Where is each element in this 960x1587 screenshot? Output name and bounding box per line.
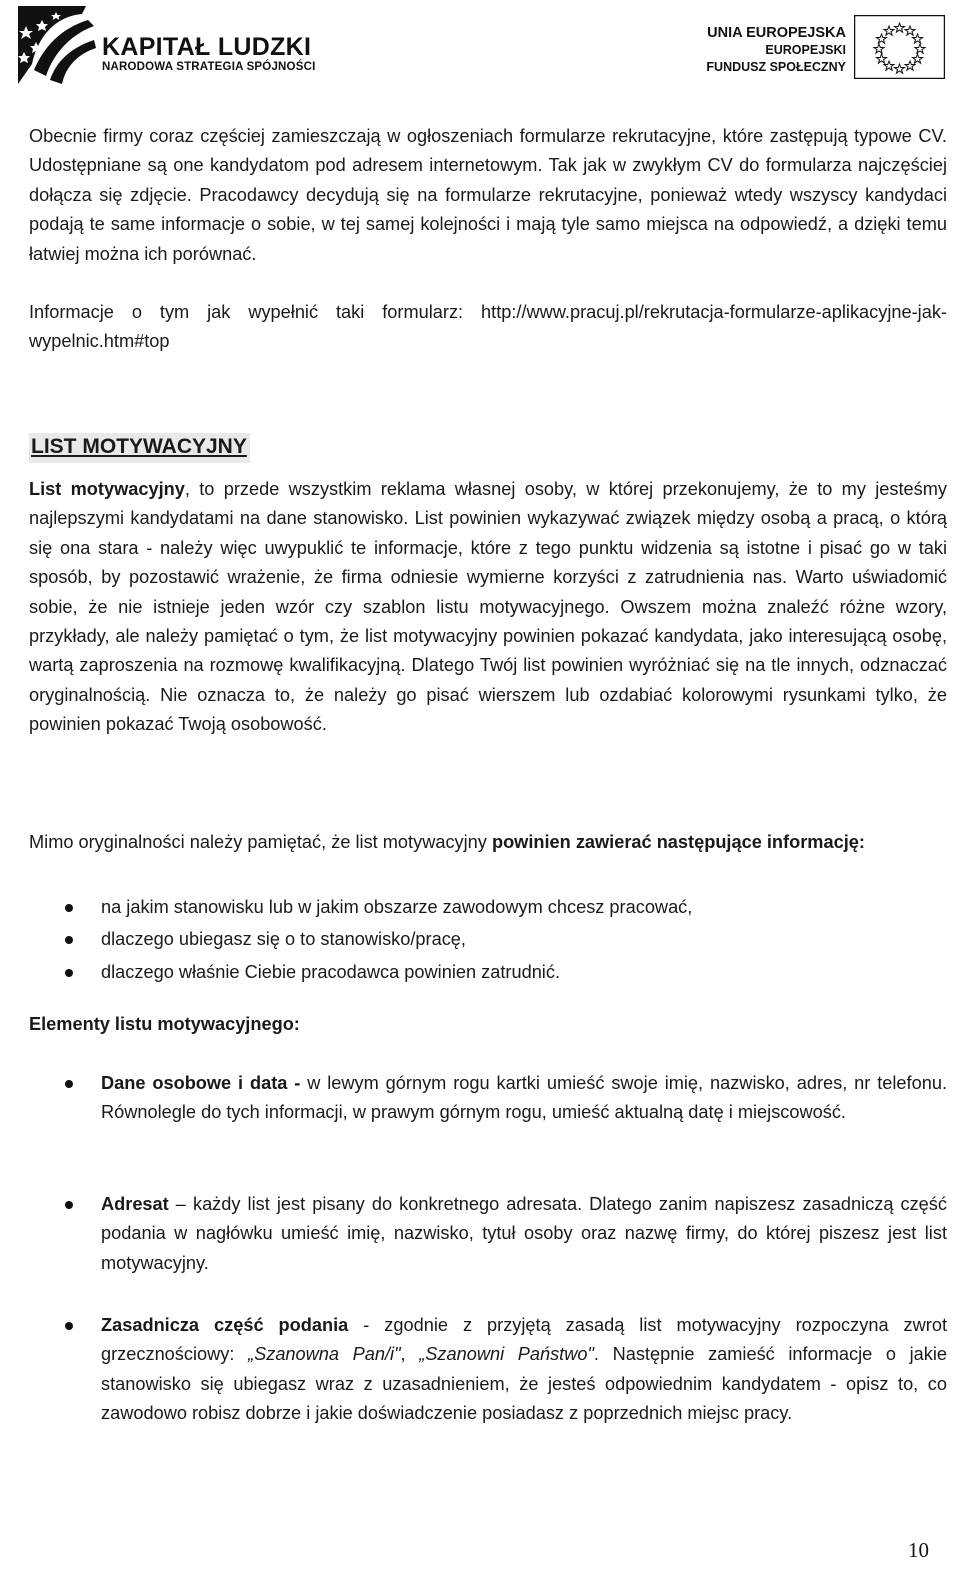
list-item bbox=[29, 925, 947, 954]
eu-logo-line2: EUROPEJSKI bbox=[765, 43, 846, 57]
greeting-quote-1: „Szanowna Pan/i" bbox=[248, 1344, 401, 1365]
bullet-icon bbox=[65, 1080, 73, 1088]
elements-heading: Elementy listu motywacyjnego: bbox=[29, 1014, 300, 1034]
element-term: Adresat bbox=[101, 1194, 169, 1214]
list-item-text: na jakim stanowisku lub w jakim obszarze zawodowym chcesz pracować, bbox=[101, 897, 693, 917]
section-heading: LIST MOTYWACYJNY bbox=[29, 433, 250, 463]
bullet-icon bbox=[65, 936, 73, 944]
definition-paragraph bbox=[29, 475, 947, 740]
kapital-ludzki-subtitle: NARODOWA STRATEGIA SPÓJNOŚCI bbox=[102, 61, 316, 73]
list-item bbox=[29, 893, 947, 922]
element-item-addressee bbox=[29, 1190, 947, 1278]
requirements-lead bbox=[29, 828, 947, 857]
requirements-lead-bold: powinien zawierać następujące informację: bbox=[491, 832, 865, 852]
bullet-icon bbox=[65, 1322, 73, 1330]
element-term: Zasadnicza część podania bbox=[101, 1315, 349, 1335]
definition-text: , to przede wszystkim reklama własnej osoby, w której przekonujemy, że to my jesteśmy najlepszymi kandydatami na dane stanowisko. List powinien wykazywać związek między osobą a pracą, o którą się ona stara - należy więc uwypuklić te informacje, które z tego punktu widzenia są istotne i pisać go w taki sposób, by pozostawić wrażenie, że firma odniesie wymierne korzyści z zatrudnienia nas. Warto uświadomić sobie, że nie istnieje jeden wzór czy szablon listu motywacyjnego. Owszem można znaleźć różne wzory, przykłady, ale należy pamiętać o tym, że list motywacyjny powinien pokazać kandydata, jako interesującą osobę, wartą zaproszenia na rozmowę kwalifikacyjną. Dlatego Twój list powinien wyróżniać się na tle innych, odznaczać oryginalnością. Nie oznacza to, że należy go pisać wierszem lub ozdabiać kolorowymi rysunkami tylko, że powinien pokazać Twoją osobowość. bbox=[29, 479, 947, 735]
list-item bbox=[29, 958, 947, 987]
element-text: – każdy list jest pisany do konkretnego adresata. Dlatego zanim napiszesz zasadniczą część podania w nagłówku umieść imię, nazwisko, tytuł osoby oraz nazwę firmy, do której piszesz jest list motywacyjny. bbox=[101, 1194, 947, 1273]
element-text-before: - zgodnie z przyjętą zasadą list motywacyjny rozpoczyna zwrot grzecznościowy: bbox=[101, 1315, 947, 1365]
element-item-main-part bbox=[29, 1311, 947, 1429]
greeting-quote-2: „Szanowni Państwo" bbox=[419, 1344, 594, 1365]
element-term: Dane osobowe i data - bbox=[101, 1073, 301, 1093]
bullet-icon bbox=[65, 969, 73, 977]
requirements-list bbox=[29, 893, 947, 987]
bullet-icon bbox=[65, 904, 73, 912]
page-number: 10 bbox=[908, 1538, 929, 1562]
kapital-ludzki-emblem-icon bbox=[16, 6, 96, 86]
intro-paragraph: Obecnie firmy coraz częściej zamieszczają w ogłoszeniach formularze rekrutacyjne, które zastępują typowe CV. Udostępniane są one kandydatom pod adresem internetowym. Tak jak w zwykłym CV do formularza najczęściej dołącza się zdjęcie. Pracodawcy decydują się na formularze rekrutacyjne, ponieważ wtedy wszyscy kandydaci podają te same informacje o sobie, w tej samej kolejności i mają tyle samo miejsca na odpowiedź, a dzięki temu łatwiej można ich porównać. bbox=[29, 126, 947, 264]
element-text-after: . Następnie zamieść informacje o jakie stanowisko się ubiegasz wraz z uzasadnieniem, że jesteś odpowiednim kandydatem - opisz to, co zawodowo robisz dobrze i jakie doświadczenie posiadasz z poprzednich miejsc pracy. bbox=[101, 1344, 947, 1424]
kapital-ludzki-title: KAPITAŁ LUDZKI bbox=[102, 33, 312, 61]
list-item-text: dlaczego właśnie Ciebie pracodawca powinien zatrudnić. bbox=[101, 961, 560, 982]
list-item-text: dlaczego ubiegasz się o to stanowisko/pracę, bbox=[101, 929, 466, 950]
eu-logo bbox=[660, 15, 950, 81]
kapital-ludzki-logo bbox=[16, 6, 316, 86]
element-item-personal-data bbox=[29, 1069, 947, 1128]
requirements-lead-text: Mimo oryginalności należy pamiętać, że list motywacyjny bbox=[29, 832, 492, 852]
element-text: w lewym górnym rogu kartki umieść swoje imię, nazwisko, adres, nr telefonu. Równolegle do tych informacji, w prawym górnym rogu, umieść aktualną datę i miejscowość. bbox=[101, 1073, 947, 1123]
quote-separator: , bbox=[400, 1344, 420, 1365]
intro-link-info: Informacje o tym jak wypełnić taki formularz: http://www.pracuj.pl/rekrutacja-formularze-aplikacyjne-jak-wypelnic.htm#top bbox=[29, 302, 947, 352]
eu-logo-line1: UNIA EUROPEJSKA bbox=[707, 25, 846, 41]
bullet-icon bbox=[65, 1201, 73, 1209]
eu-flag-icon bbox=[854, 15, 945, 79]
definition-term: List motywacyjny bbox=[29, 479, 185, 499]
eu-logo-line3: FUNDUSZ SPOŁECZNY bbox=[706, 60, 846, 74]
